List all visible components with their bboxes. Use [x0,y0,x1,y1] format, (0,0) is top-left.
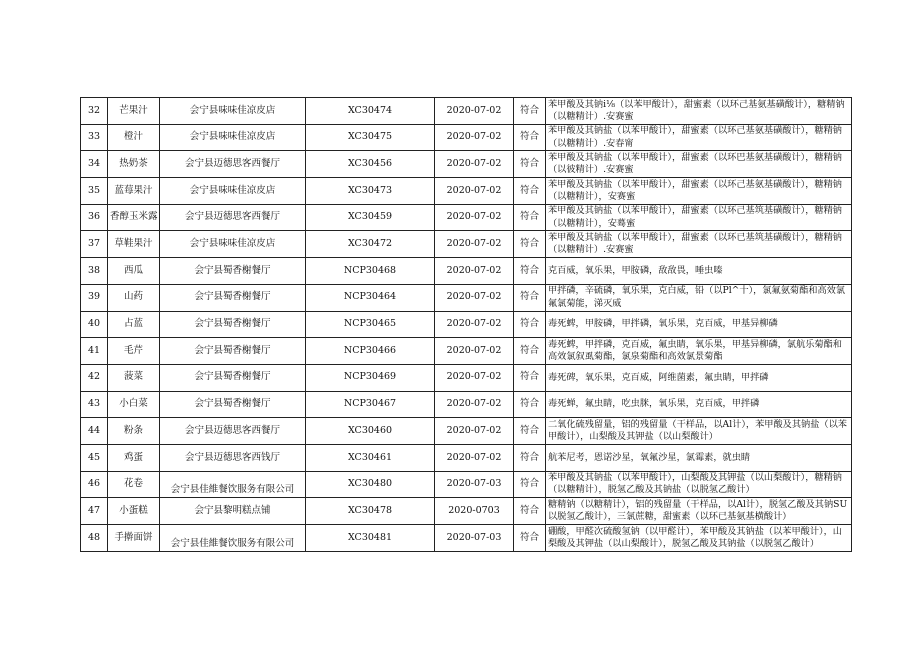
shop-name: 会宁县迈德思客西餐厅 [184,157,280,169]
food-name-cell [108,471,160,498]
shop-name-cell [160,311,306,338]
test-result: 符合 [519,531,539,543]
shop-name-cell [160,498,306,525]
test-result: 符合 [519,504,539,516]
sample-code-cell [306,418,435,445]
sample-code-cell [306,338,435,365]
shop-name: 会宁县佳維餐饮服务有限公司 [170,484,295,496]
table-body [81,98,852,552]
test-items-cell [546,525,852,552]
table-row [81,284,852,311]
food-name: 热奶茶 [119,157,148,169]
test-result-cell [514,498,546,525]
row-number: 47 [87,504,101,516]
table-row [81,98,852,125]
row-number-cell [81,338,108,365]
food-name-cell [108,418,160,445]
food-name-cell [108,124,160,151]
sampling-date-cell [435,364,514,391]
test-items-cell [546,124,852,151]
test-result: 符合 [519,424,539,436]
test-result-cell [514,258,546,285]
food-name: 手擀面饼 [114,531,153,543]
shop-name-cell [160,418,306,445]
test-items: 航苯尼考，恩诺沙星，氧氟沙星，氯霉素，就虫睛 [548,451,751,463]
sampling-date-cell [435,498,514,525]
test-result: 符合 [519,211,539,223]
row-number-cell [81,418,108,445]
test-items: 苯甲酸及其钠盐（以苯甲酸计），甜蜜素（以环巴基氨基磺酸计），糖精钠（以彼精计）.安赛蜜 [548,152,842,176]
sampling-date-cell [435,178,514,205]
sampling-date-cell [435,98,514,125]
test-items: 苯甲酸及其钠i⅛（以苯甲酸计），甜蜜素（以环己基氨基磺酸计），糖精钠（以糖精计）.安赛蜜 [548,98,845,122]
row-number-cell [81,311,108,338]
row-number-cell [81,525,108,552]
test-items: 硼酸，甲醛次硫酸氢钠（以甲醛计），苯甲酸及其钠盐（以苯甲酸计），山梨酸及其钾盐（以山梨酸计），脱氢乙酸及其钠盐（以脱氢乙酸计） [548,525,842,549]
shop-name-cell [160,525,306,552]
row-number: 32 [87,104,101,116]
sampling-date-cell [435,471,514,498]
sampling-date: 2020-07-02 [446,264,502,276]
test-items: 苯甲酸及其钠盐（以苯甲酸计），甜蜜素（以环已基筑基磺酸计），糖精钠（以糖精计）.安赛蜜 [548,232,842,256]
food-name-cell [108,338,160,365]
food-name-cell [108,364,160,391]
row-number: 43 [87,398,101,410]
sample-code: XC30478 [347,504,393,516]
test-items-cell [546,284,852,311]
food-name: 草鞋果汁 [114,238,153,250]
sampling-date-cell [435,338,514,365]
table-row [81,338,852,365]
food-name: 菠菜 [123,371,143,383]
row-number-cell [81,124,108,151]
food-name: 橙汁 [123,131,143,143]
row-number-cell [81,258,108,285]
test-result: 符合 [519,291,539,303]
test-items: 苯甲酸及其钠盐（以苯甲酸计），甜蜜素（以环己基筑基磺酸计），糖精钠（以糖精计），安蓦蜜 [548,205,842,229]
sampling-date: 2020-07-02 [446,211,502,223]
sampling-date-cell [435,151,514,178]
row-number: 33 [87,131,101,143]
test-items-cell [546,258,852,285]
sample-code: NCP30464 [343,291,397,303]
row-number: 48 [87,531,101,543]
shop-name: 会宁县佳維餐饮服务有限公司 [170,537,295,549]
test-result-cell [514,124,546,151]
row-number: 40 [87,318,101,330]
table-row [81,364,852,391]
shop-name-cell [160,178,306,205]
shop-name: 会宁县蜀香榭餐厅 [194,371,271,383]
test-items: 苯甲酸及其钠盐（以苯甲酸计），山梨酸及其钾盐（以山梨酸计），糖精钠（以糖精计），脱氢乙酸及其钠盐（以脱氢乙酸计） [548,472,842,496]
test-items: 克百威，氧乐果，甲胺磷，敌敌畏，唾虫嗪 [548,264,723,276]
row-number: 45 [87,451,101,463]
shop-name-cell [160,258,306,285]
shop-name-cell [160,231,306,258]
food-name: 香醇玉米露 [110,211,158,223]
row-number: 34 [87,157,101,169]
shop-name-cell [160,444,306,471]
sampling-date-cell [435,418,514,445]
table-row [81,418,852,445]
sample-code-cell [306,284,435,311]
row-number: 46 [87,478,101,490]
food-name: 鸡蛋 [123,451,143,463]
test-result-cell [514,284,546,311]
shop-name-cell [160,151,306,178]
row-number-cell [81,204,108,231]
food-name-cell [108,151,160,178]
test-result: 符合 [519,184,539,196]
sampling-date-cell [435,124,514,151]
test-items-cell [546,338,852,365]
sampling-date-cell [435,231,514,258]
sampling-date: 2020-07-02 [446,184,502,196]
food-name: 小蛋糕 [119,504,148,516]
sample-code-cell [306,391,435,418]
food-name-cell [108,231,160,258]
food-name-cell [108,498,160,525]
test-result: 符合 [519,238,539,250]
test-result-cell [514,338,546,365]
shop-name-cell [160,364,306,391]
test-result-cell [514,364,546,391]
sample-code-cell [306,151,435,178]
test-items-cell [546,364,852,391]
food-name-cell [108,284,160,311]
sampling-date: 2020-07-02 [446,344,502,356]
food-name: 芒果汁 [119,104,148,116]
test-items: 苯甲酸及其钠盐（以苯甲酸计），甜蜜素（以环己基氨基磺酸计），糖精钠（以糖精计），安赛蜜 [548,178,842,202]
test-result: 符合 [519,371,539,383]
table-row [81,391,852,418]
sample-code: XC30460 [347,424,393,436]
sampling-date: 2020-07-02 [446,157,502,169]
sample-code: NCP30466 [343,344,397,356]
row-number: 37 [87,238,101,250]
sampling-date: 2020-07-02 [446,424,502,436]
sample-code-cell [306,258,435,285]
sample-code-cell [306,124,435,151]
sampling-date: 2020-07-02 [446,318,502,330]
sample-code-cell [306,178,435,205]
sample-code: XC30459 [347,211,393,223]
shop-name: 会宁县迈德思客西钱厅 [184,451,280,463]
shop-name-cell [160,124,306,151]
sample-code: XC30480 [347,478,393,490]
sampling-date-cell [435,204,514,231]
row-number-cell [81,364,108,391]
table-row [81,204,852,231]
row-number: 36 [87,211,101,223]
shop-name: 会宁县迈德思客西餐厅 [184,424,280,436]
row-number-cell [81,498,108,525]
test-result: 符合 [519,131,539,143]
row-number: 39 [87,291,101,303]
shop-name-cell [160,284,306,311]
sampling-date: 2020-07-03 [446,478,502,490]
sampling-date-cell [435,311,514,338]
row-number-cell [81,231,108,258]
table-row [81,178,852,205]
test-result-cell [514,204,546,231]
sample-code: XC30474 [347,104,393,116]
test-items-cell [546,151,852,178]
test-items-cell [546,391,852,418]
test-items-cell [546,498,852,525]
sample-code-cell [306,471,435,498]
row-number-cell [81,444,108,471]
test-items-cell [546,98,852,125]
sample-code-cell [306,98,435,125]
food-name: 山药 [123,291,143,303]
test-result: 符合 [519,344,539,356]
food-name-cell [108,311,160,338]
test-items-cell [546,311,852,338]
table-row [81,444,852,471]
shop-name: 会宁县蜀香榭餐厅 [194,291,271,303]
sample-code: XC30475 [347,131,393,143]
row-number: 41 [87,344,101,356]
table-row [81,498,852,525]
test-items-cell [546,444,852,471]
test-result-cell [514,311,546,338]
test-items: 毒死蜱，甲胺磷，甲拌磷，氧乐果，克百威，甲基异柳磷 [548,318,778,330]
sample-code-cell [306,444,435,471]
sampling-date-cell [435,444,514,471]
sampling-date: 2020-07-02 [446,238,502,250]
test-result-cell [514,391,546,418]
sample-code-cell [306,525,435,552]
shop-name-cell [160,98,306,125]
sampling-date-cell [435,284,514,311]
row-number: 44 [87,424,101,436]
shop-name-cell [160,338,306,365]
food-name: 粉条 [123,424,143,436]
sampling-date: 2020-07-02 [446,291,502,303]
test-result: 符合 [519,157,539,169]
food-name: 西瓜 [123,264,143,276]
shop-name: 会宁县蜀香榭餐厅 [194,318,271,330]
test-items-cell [546,418,852,445]
inspection-table [80,97,852,552]
table-row [81,525,852,552]
shop-name: 会宁县迈德思客西餐厅 [184,211,280,223]
sample-code: NCP30468 [343,264,397,276]
test-result-cell [514,151,546,178]
test-result-cell [514,178,546,205]
table-row [81,124,852,151]
sampling-date-cell [435,258,514,285]
sample-code: NCP30469 [343,371,397,383]
row-number-cell [81,391,108,418]
sampling-date: 2020-07-02 [446,104,502,116]
table-row [81,151,852,178]
test-items: 糖精钠（以糖精计），铝的残留量（干样品，以Al计），脱氢乙酸及其钠SU以脱氢乙酸计），三氯蔗糖，甜蜜素（以环已基氨基横酸计） [548,498,848,523]
sample-code-cell [306,498,435,525]
shop-name: 会宁县味味佳凉皮店 [189,184,276,196]
sample-code: NCP30465 [343,318,397,330]
sample-code: NCP30467 [343,398,397,410]
food-name-cell [108,444,160,471]
shop-name: 会宁县蜀香榭餐厅 [194,398,271,410]
test-result-cell [514,418,546,445]
test-result: 符合 [519,451,539,463]
table-row [81,471,852,498]
food-name-cell [108,525,160,552]
table-row [81,231,852,258]
sampling-date: 2020-07-02 [446,131,502,143]
food-name-cell [108,178,160,205]
sample-code-cell [306,204,435,231]
food-name: 蓝莓果汁 [114,184,153,196]
test-result: 符合 [519,398,539,410]
shop-name-cell [160,471,306,498]
food-name-cell [108,258,160,285]
test-result-cell [514,231,546,258]
shop-name: 会宁县蜀香榭餐厅 [194,344,271,356]
test-items: 毒死蝉，氟虫睛，吃虫脒，氧乐果，克百威，甲拌磷 [548,398,760,410]
test-result-cell [514,444,546,471]
row-number-cell [81,98,108,125]
row-number-cell [81,178,108,205]
test-result-cell [514,525,546,552]
test-items-cell [546,231,852,258]
sampling-date: 2020-07-02 [446,451,502,463]
table-row [81,258,852,285]
food-name-cell [108,391,160,418]
table-row [81,311,852,338]
test-result-cell [514,98,546,125]
food-name: 花卷 [123,478,143,490]
row-number-cell [81,151,108,178]
food-name: 小白菜 [119,398,148,410]
food-name: 毛芹 [123,344,143,356]
sample-code-cell [306,311,435,338]
test-items: 毒死碑，氧乐果，克百威，阿维菌素，氟虫睛，甲拌磷 [548,371,769,383]
test-items-cell [546,471,852,498]
sample-code: XC30461 [347,451,393,463]
test-items: 苯甲酸及其钠盐（以苯甲酸计），甜蜜素（以环己基氨基磺酸计），糖精钠（以糖精计）.安春甯 [548,125,842,149]
test-result: 符合 [519,104,539,116]
sample-code: XC30472 [347,238,393,250]
sample-code: XC30473 [347,184,393,196]
food-name: 占蓝 [123,318,143,330]
shop-name: 会宁县味味佳凉皮店 [189,131,276,143]
row-number: 38 [87,264,101,276]
sampling-date: 2020-0703 [448,504,500,516]
food-name-cell [108,204,160,231]
test-result: 符合 [519,318,539,330]
food-name-cell [108,98,160,125]
sampling-date-cell [435,525,514,552]
shop-name: 会宁县黎明糕点铺 [194,504,271,516]
sample-code-cell [306,364,435,391]
shop-name-cell [160,391,306,418]
test-items: 毒死蜱，甲拌磷，克百威，氟虫睛，氧乐果，甲基异柳磷，氯航乐菊酯和高效氯叙虱菊酯，氯泉菊酯和高效氯景菊酯 [548,338,842,363]
row-number: 35 [87,184,101,196]
sampling-date: 2020-07-02 [446,398,502,410]
test-result-cell [514,471,546,498]
test-result: 符合 [519,264,539,276]
shop-name: 会宁县味味佳凉皮店 [189,104,276,116]
sampling-date-cell [435,391,514,418]
test-items-cell [546,178,852,205]
sampling-date: 2020-07-02 [446,371,502,383]
test-result: 符合 [519,478,539,490]
sample-code: XC30481 [347,531,393,543]
shop-name: 会宁县味味佳凉皮店 [189,238,276,250]
sample-code-cell [306,231,435,258]
test-items: 甲拌磷，辛硫磷，氧乐果，克白威，铅（以Pl^十），氯氟氨菊酯和高效氯氟氯菊能，涕灭威 [548,285,846,309]
row-number-cell [81,471,108,498]
test-items-cell [546,204,852,231]
sampling-date: 2020-07-03 [446,531,502,543]
test-items: 二氧化硫残留量，铝的残留量（干样品，以Al计），苯甲酸及其钠盐（以苯甲酸计），山梨酸及其钾盐（以山梨酸计） [548,418,847,443]
row-number: 42 [87,371,101,383]
shop-name: 会宁县蜀香榭餐厅 [194,264,271,276]
shop-name-cell [160,204,306,231]
row-number-cell [81,284,108,311]
sample-code: XC30456 [347,157,393,169]
